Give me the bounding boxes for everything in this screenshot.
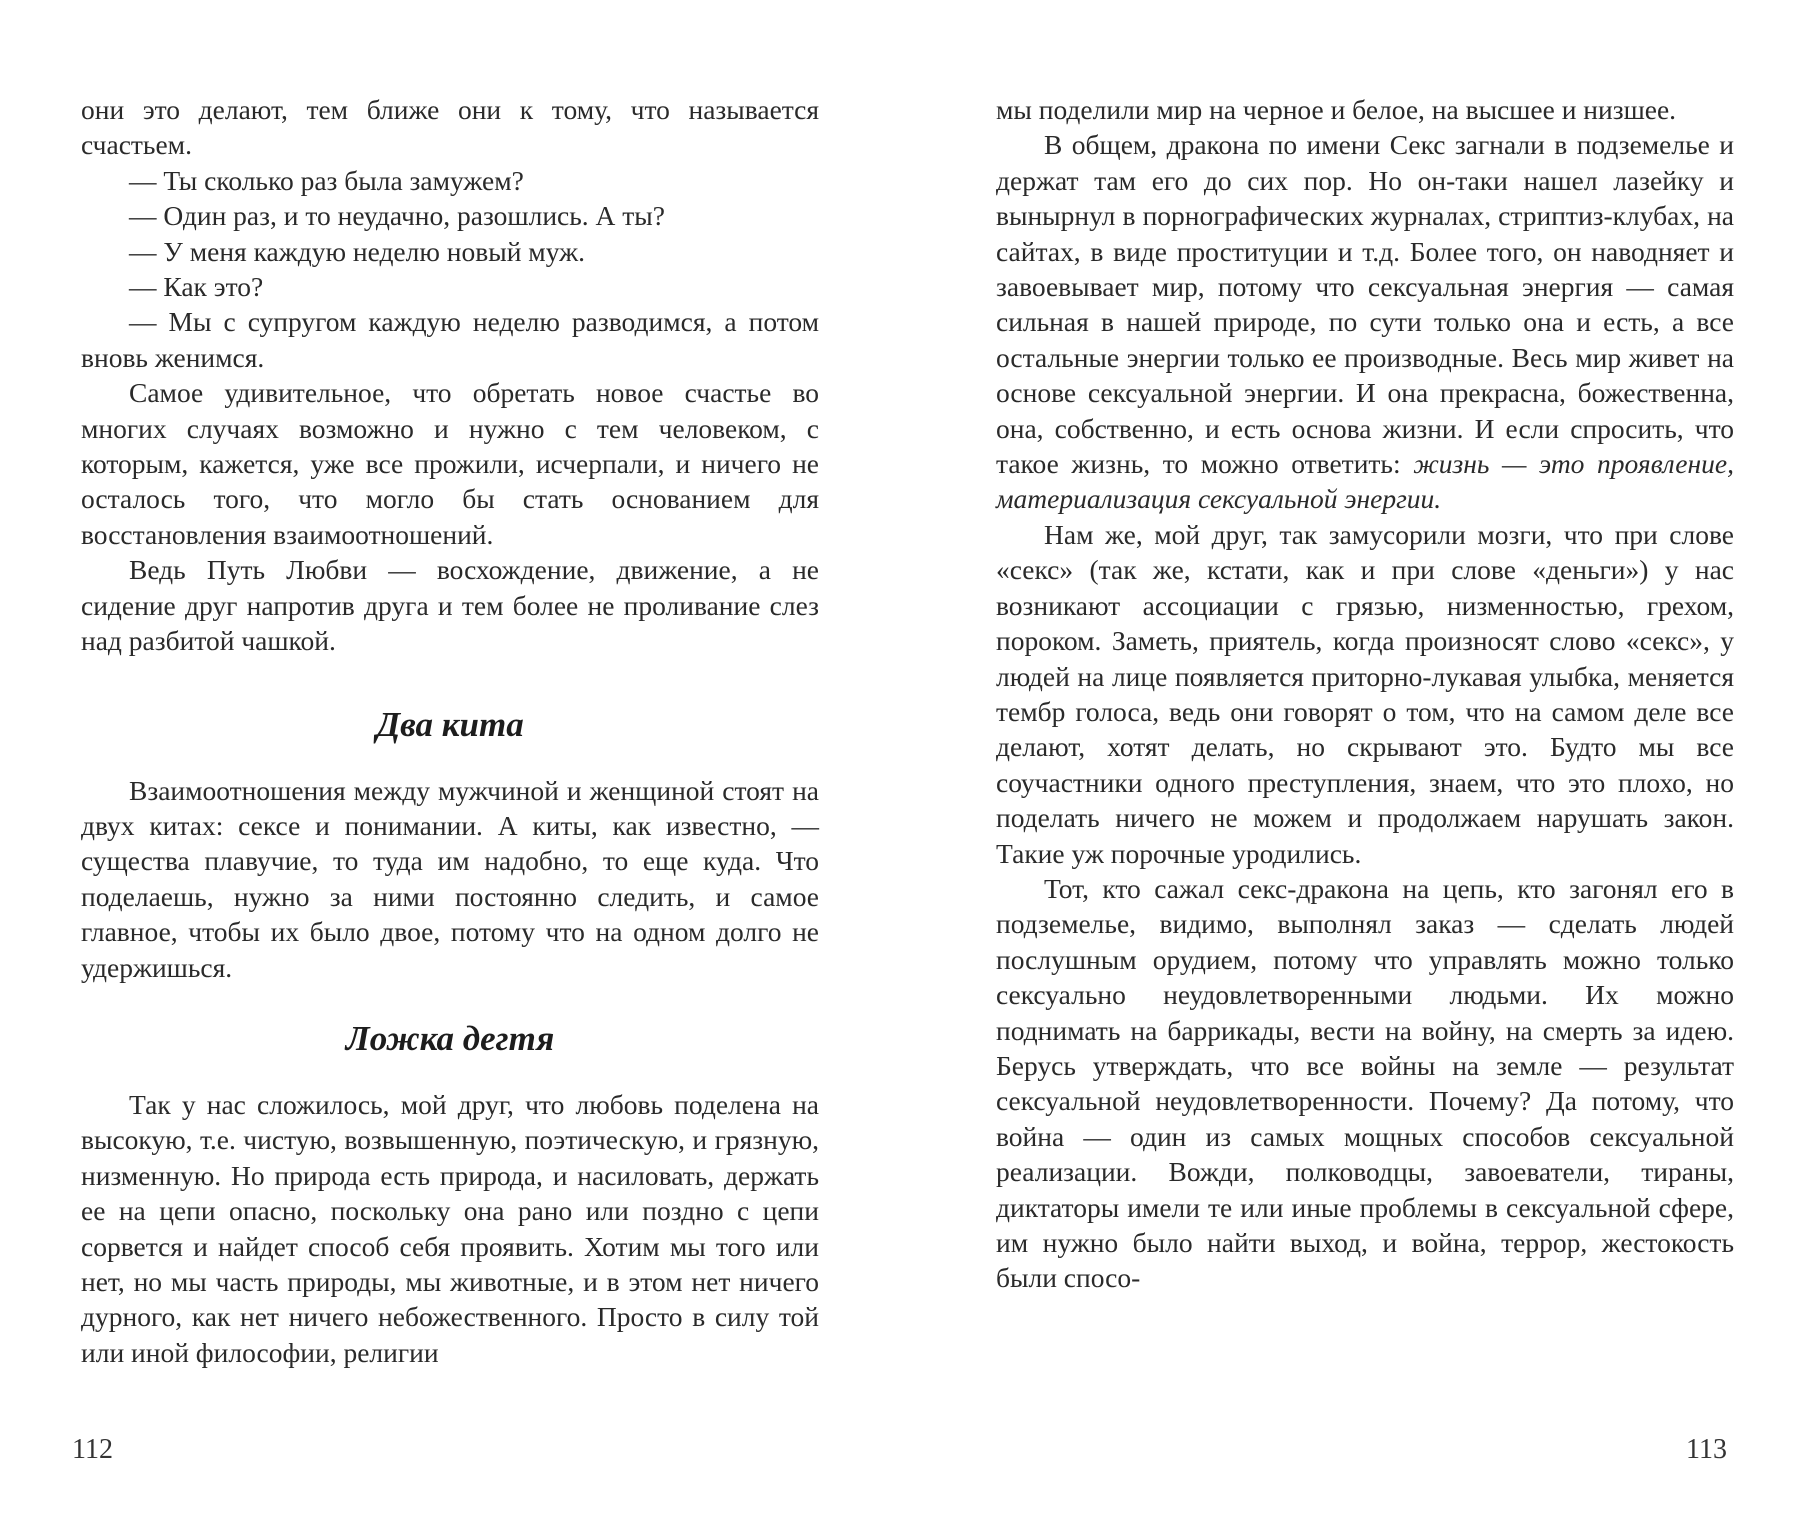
paragraph: Тот, кто сажал секс-дракона на цепь, кто загонял его в подземелье, видимо, выполнял заказ — сделать людей послушным орудием, потому что управлять можно только сексуально неудовлетворенными людьми. Их можно поднимать на баррикады, вести на войну, на смерть за идею. Берусь утверждать, что все войны на земле — результат сексуальной неудовлетворенности. Почему? Да потому, что война — один из самых мощных способов сексуальной реализации. Вожди, полководцы, завоеватели, тираны, диктаторы имели те или иные проблемы в сексуальной сфере, им нужно было найти выход, и война, террор, жестокость были спосо- <box>996 872 1734 1294</box>
page-number-left: 112 <box>72 1434 113 1465</box>
dialogue-line: — Один раз, и то неудачно, разошлись. А ты? <box>129 200 665 232</box>
dialogue-line: — У меня каждую неделю новый муж. <box>129 235 585 267</box>
section-heading: Два кита <box>376 704 524 744</box>
paragraph: Нам же, мой друг, так замусорили мозги, что при слове «секс» (так же, кстати, как и при слове «деньги») у нас возникают ассоциации с грязью, низменностью, грехом, пороком. Заметь, приятель, когда произносят слово «секс», у людей на лице появляется приторно-лукавая улыбка, меняется тембр голоса, ведь они говорят о том, что на самом деле все делают, хотят делать, но скрывают это. Будто мы все соучастники одного преступления, знаем, что это плохо, но поделать ничего не можем и продолжаем нарушать закон. Такие уж порочные уродились. <box>996 518 1734 869</box>
paragraph-text: В общем, дракона по имени Секс загнали в подземелье и держат там его до сих пор. Но он-таки нашел лазейку и вынырнул в порнографических журналах, стриптиз-клубах, на сайтах, в виде проституции и т.д. Более того, он наводняет и завоевывает мир, потому что сексуальная энергия — самая сильная в нашей природе, по сути только она и есть, а все остальные энергии только ее производные. Весь мир живет на основе сексуальной энергии. И она прекрасна, божественна, она, собственно, и есть основа жизни. И если спросить, что такое жизнь, то можно ответить: <box>996 129 1734 480</box>
paragraph: они это делают, тем ближе они к тому, что называется счастьем. <box>81 94 819 161</box>
dialogue-line: — Мы с супругом каждую неделю разводимся, а потом вновь женимся. <box>81 306 819 373</box>
left-page <box>81 92 819 1370</box>
paragraph: Самое удивительное, что обретать новое счастье во многих случаях возможно и нужно с тем человеком, с которым, кажется, уже все прожили, исчерпали, и ничего не осталось того, что могло бы стать основанием для восстановления взаимоотношений. <box>81 377 819 550</box>
paragraph: мы поделили мир на черное и белое, на высшее и низшее. <box>996 94 1677 125</box>
page-number-right: 113 <box>1686 1434 1727 1465</box>
dialogue-line: — Ты сколько раз была замужем? <box>129 164 524 196</box>
right-page <box>996 92 1734 1296</box>
paragraph: Ведь Путь Любви — восхождение, движение, а не сидение друг напротив друга и тем более не проливание слез над разбитой чашкой. <box>81 554 819 657</box>
paragraph <box>996 127 1734 516</box>
paragraph: Так у нас сложилось, мой друг, что любовь поделена на высокую, т.е. чистую, возвышенную, поэтическую, и грязную, низменную. Но природа есть природа, и насиловать, держать ее на цепи опасно, поскольку она рано или поздно с цепи сорвется и найдет способ себя проявить. Хотим мы того или нет, но мы часть природы, мы животные, и в этом нет ничего дурного, как нет ничего небожественного. Просто в силу той или иной философии, религии <box>81 1088 819 1368</box>
italic-emphasis: жизнь — это проявление, материализация сексуальной энергии. <box>996 448 1734 515</box>
section-heading: Ложка дегтя <box>345 1018 555 1058</box>
dialogue-line: — Как это? <box>129 271 264 303</box>
paragraph: Взаимоотношения между мужчиной и женщиной стоят на двух китах: сексе и понимании. А киты, как известно, — существа плавучие, то туда им надобно, то еще куда. Что поделаешь, нужно за ними постоянно следить, и самое главное, чтобы их было двое, потому что на одном долго не удержишься. <box>81 774 819 983</box>
